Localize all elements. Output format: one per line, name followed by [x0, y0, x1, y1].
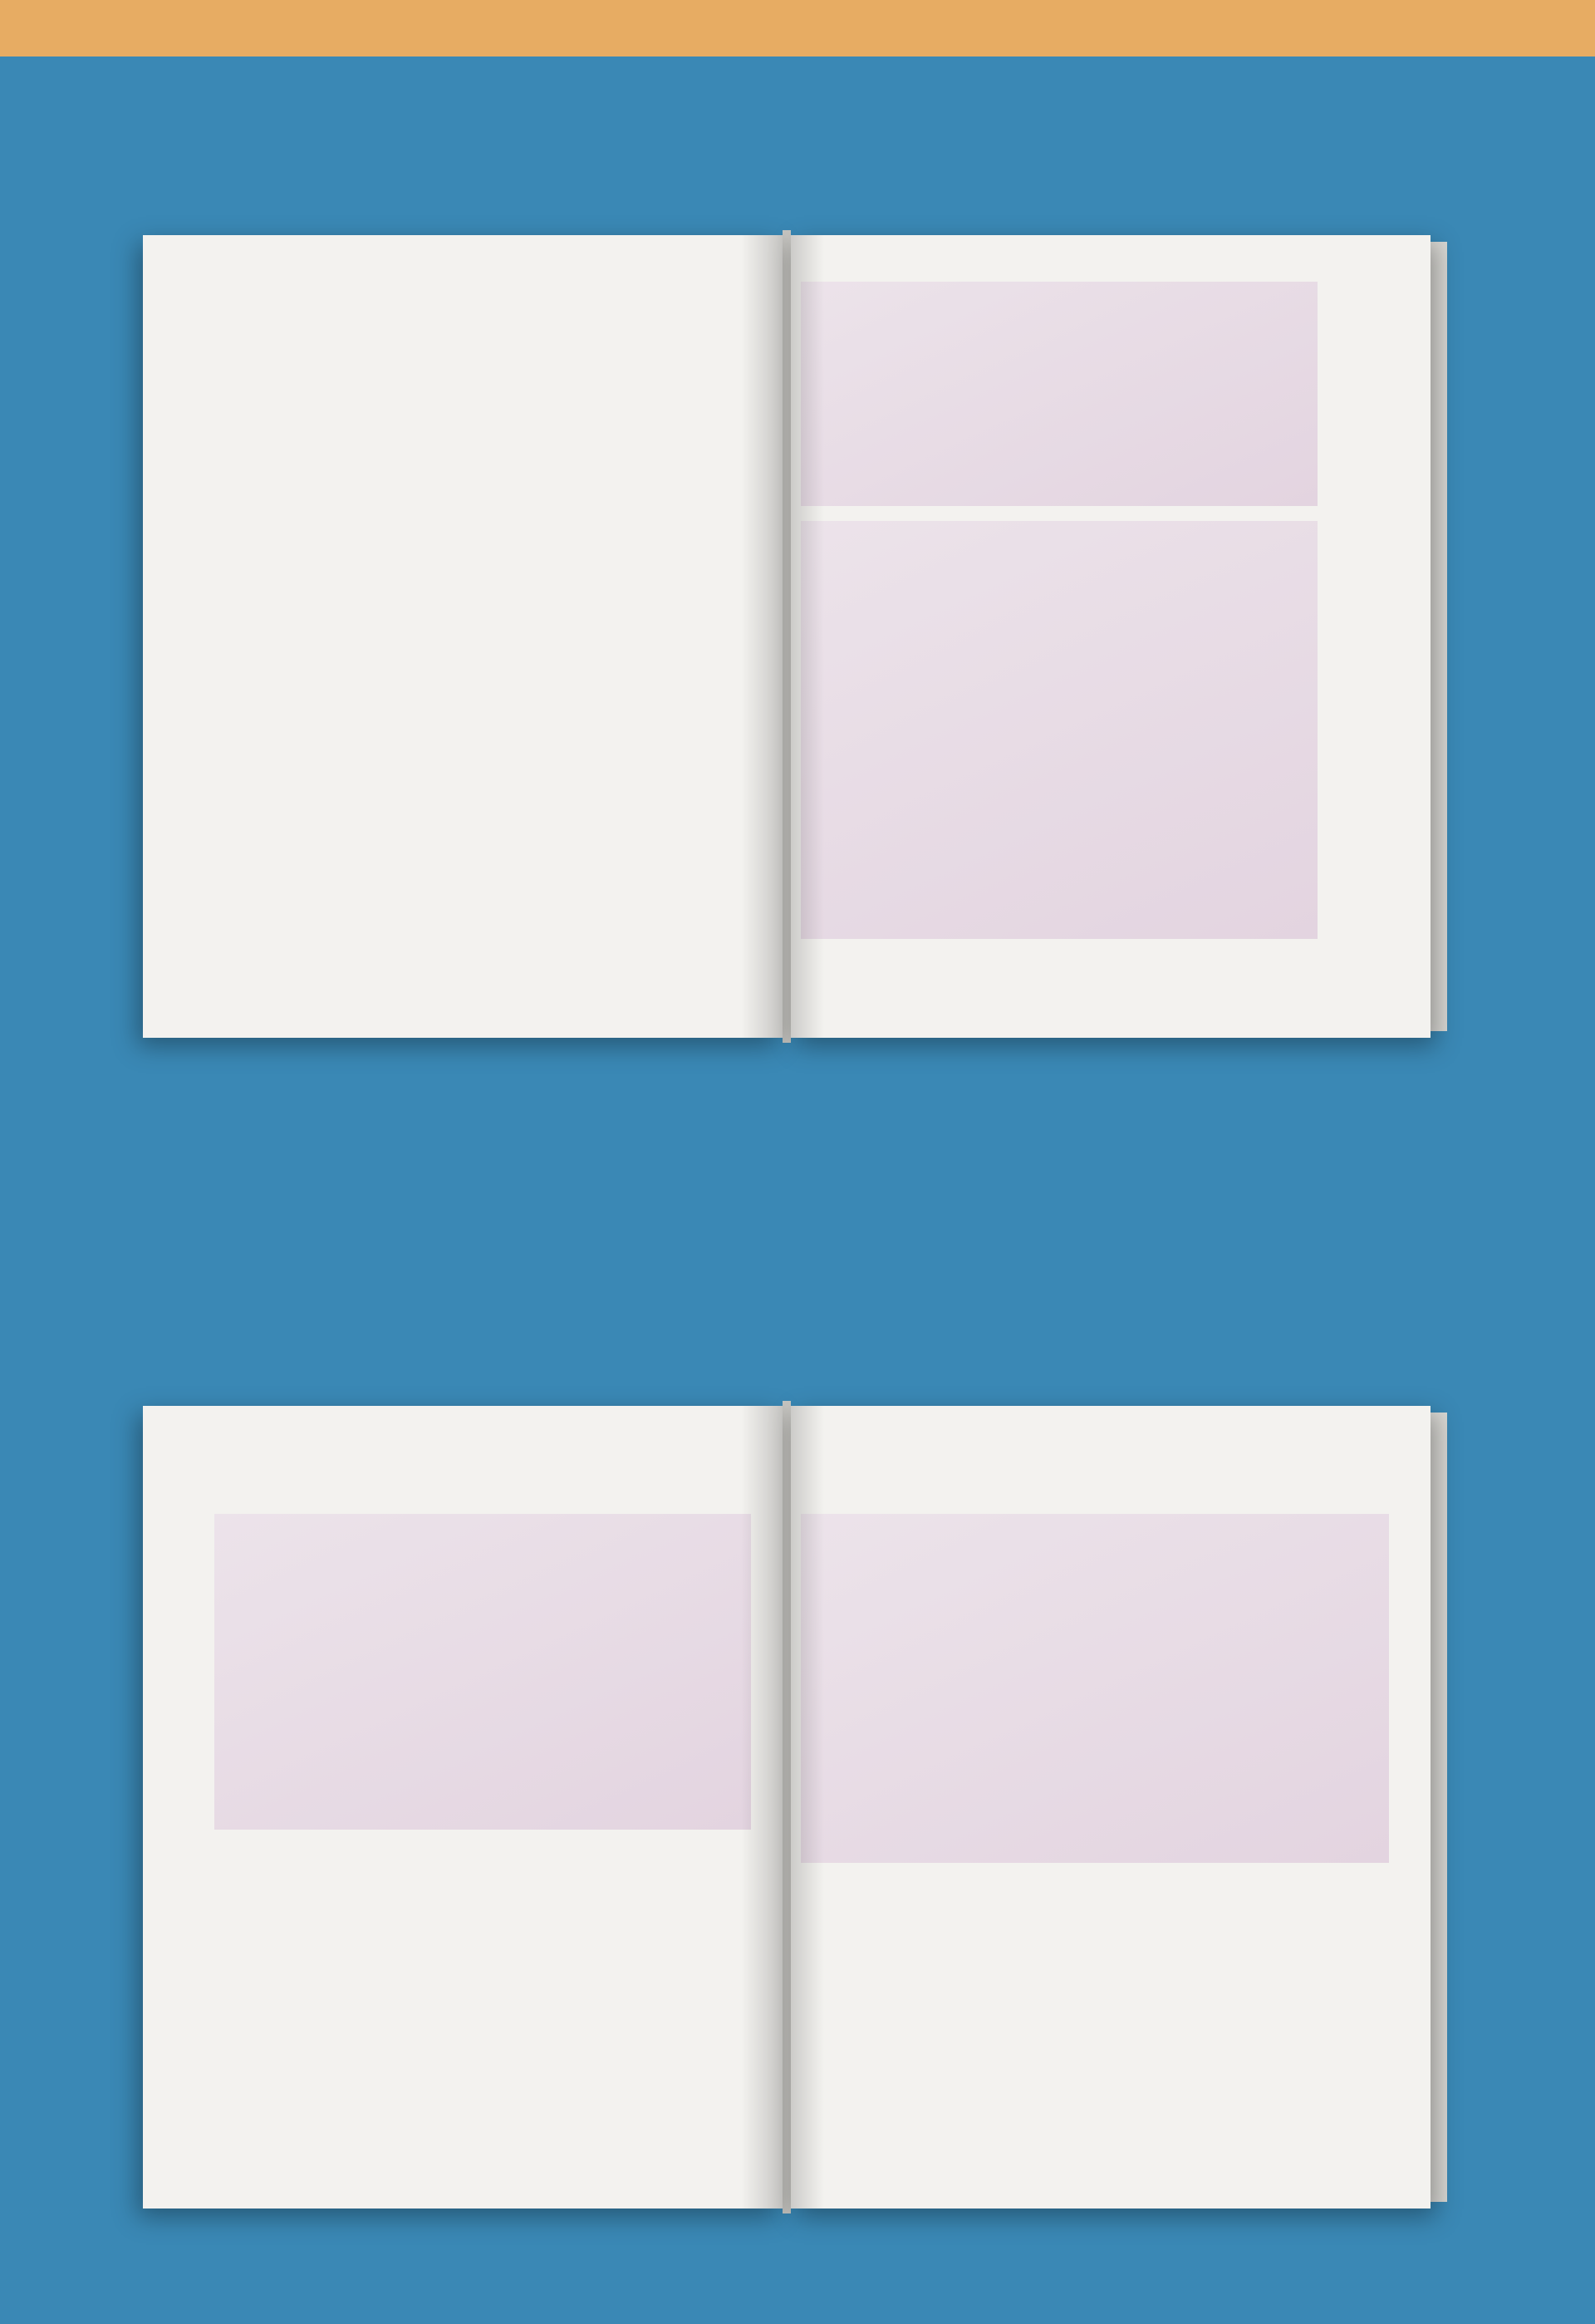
captive-investments-panel [214, 1514, 751, 1830]
page-edge [1431, 1413, 1447, 2202]
cost-breakdown-panel [801, 282, 1318, 506]
page-edge [1431, 242, 1447, 1031]
spine [783, 230, 791, 1043]
fundraising-sources-pie [801, 554, 1017, 770]
fundraising-sources-panel [801, 521, 1318, 939]
cost-breakdown-pie [801, 312, 1000, 503]
text-column-1 [399, 1871, 567, 1881]
spread-pages-18-19 [143, 1401, 1452, 2213]
blood-collections-chart [801, 1539, 1183, 1855]
top-accent-bar [0, 0, 1595, 57]
page-18 [143, 1406, 783, 2209]
spine [783, 1401, 791, 2213]
page-19 [791, 1406, 1431, 2209]
blood-collections-panel [801, 1514, 1389, 1863]
text-column-2 [581, 1871, 748, 1881]
text-column-1 [824, 1884, 999, 1894]
page-17 [791, 235, 1431, 1038]
spread-pages-16-17 [143, 230, 1452, 1043]
text-column-2 [1015, 1884, 1190, 1894]
page-16 [143, 235, 783, 1038]
